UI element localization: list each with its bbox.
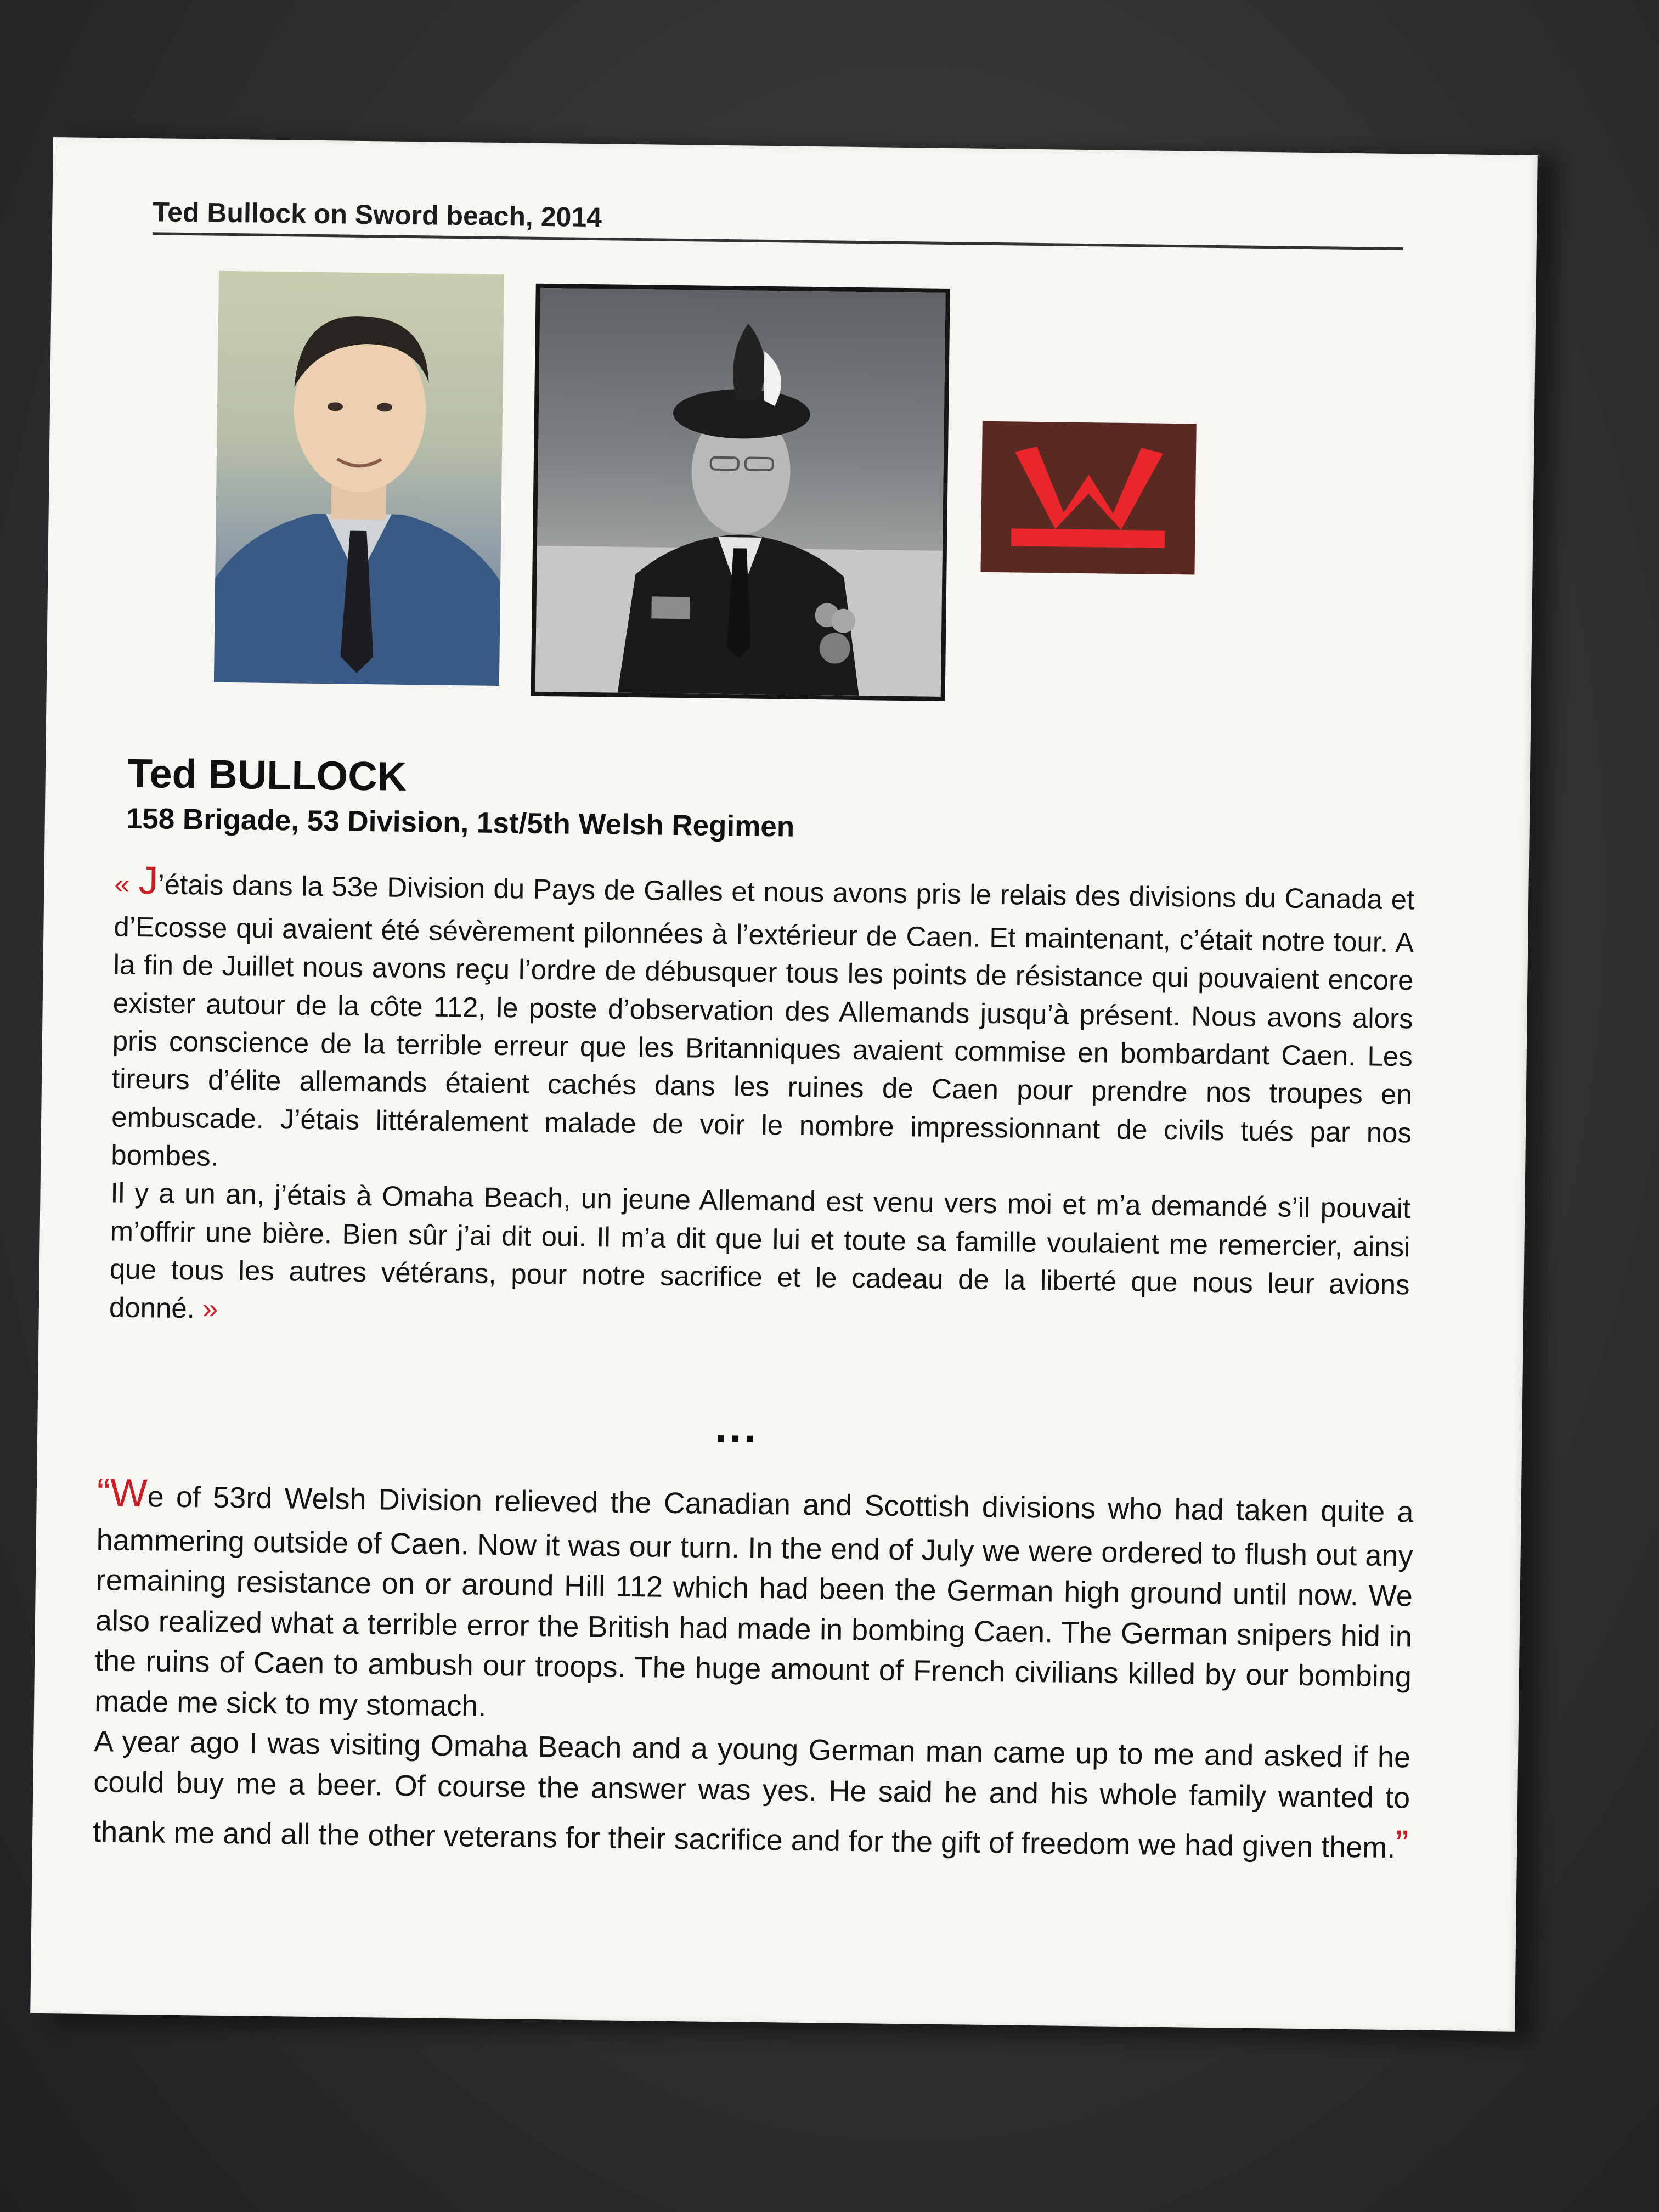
portrait-young-photo: [214, 271, 504, 686]
drop-letter: J: [138, 859, 159, 903]
quote-text: Il y a un an, j’étais à Omaha Beach, un jeune Allemand est venu vers moi et m’a demandé s’il pouvait m’offrir une bière. Bien sûr j’ai dit oui. Il m’a dit que lui et toute sa famille voulaient me remercier, ainsi que tous les autres vétérans, pour notre sacrifice et le cadeau de la liberté que nous leur avions donné.: [109, 1177, 1411, 1324]
unit-line: 158 Brigade, 53 Division, 1st/5th Welsh Regimen: [126, 802, 795, 843]
welsh-w-emblem-icon: [980, 421, 1196, 575]
veteran-figure: [535, 288, 946, 697]
quote-english: [93, 1466, 1414, 1872]
quote-open-mark: “: [97, 1471, 111, 1515]
exhibit-card: [30, 137, 1538, 2032]
quote-open-mark: «: [114, 868, 131, 900]
division-badge-icon: [980, 421, 1196, 575]
quote-close-mark: ”: [1395, 1822, 1409, 1867]
drop-letter: W: [110, 1471, 148, 1516]
quote-english-paragraph-1: [94, 1466, 1414, 1737]
portrait-veteran-photo: [531, 284, 950, 701]
quote-french-paragraph-2: [109, 1174, 1411, 1342]
quote-french: [109, 854, 1415, 1342]
young-soldier-figure: [214, 271, 504, 686]
quote-english-paragraph-2: [93, 1722, 1411, 1872]
quote-close-mark: »: [202, 1292, 218, 1324]
quote-text: ’étais dans la 53e Division du Pays de Galles et nous avons pris le relais des divisions du Canada et d’Ecosse qui avaient été sévèrement pilonnées à l’extérieur de Caen. Et maintenant, c’était notre tour. A la fin de Juillet nous avons reçu l’ordre de débusquer tous les points de résistance qui pouvaient encore exister autour de la côte 112, le poste d’observation des Allemands jusqu’à présent. Nous avons alors pris conscience de la terrible erreur que les Britanniques avaient commise en bombardant Caen. Les tireurs d’élite allemands étaient cachés dans les ruines de Caen pour prendre nos troupes en embuscade. J’étais littéralement malade de voir le nombre impressionnant de civils tués par nos bombes.: [110, 868, 1415, 1172]
section-separator: ...: [714, 1402, 759, 1452]
quote-text: A year ago I was visiting Omaha Beach and a young German man came up to me and asked if he could buy me a beer. Of course the answer was yes. He said he and his whole family wanted to thank me and all the other veterans for their sacrifice and for the gift of freedom we had given them.: [92, 1725, 1411, 1865]
quote-french-paragraph-1: [111, 854, 1415, 1189]
card-header: Ted Bullock on Sword beach, 2014: [153, 196, 1404, 250]
quote-text: e of 53rd Welsh Division relieved the Canadian and Scottish divisions who had taken quite a hammering outside of Caen. Now it was our turn. In the end of July we were ordered to flush out any remaining resistance on or around Hill 112 which had been the German high ground until now. We also realized what a terrible error the British had made in bombing Caen. The German snipers hid in the ruins of Caen to ambush our troops. The huge amount of French civilians killed by our bombing made me sick to my stomach.: [94, 1480, 1414, 1723]
person-name: Ted BULLOCK: [127, 750, 407, 799]
